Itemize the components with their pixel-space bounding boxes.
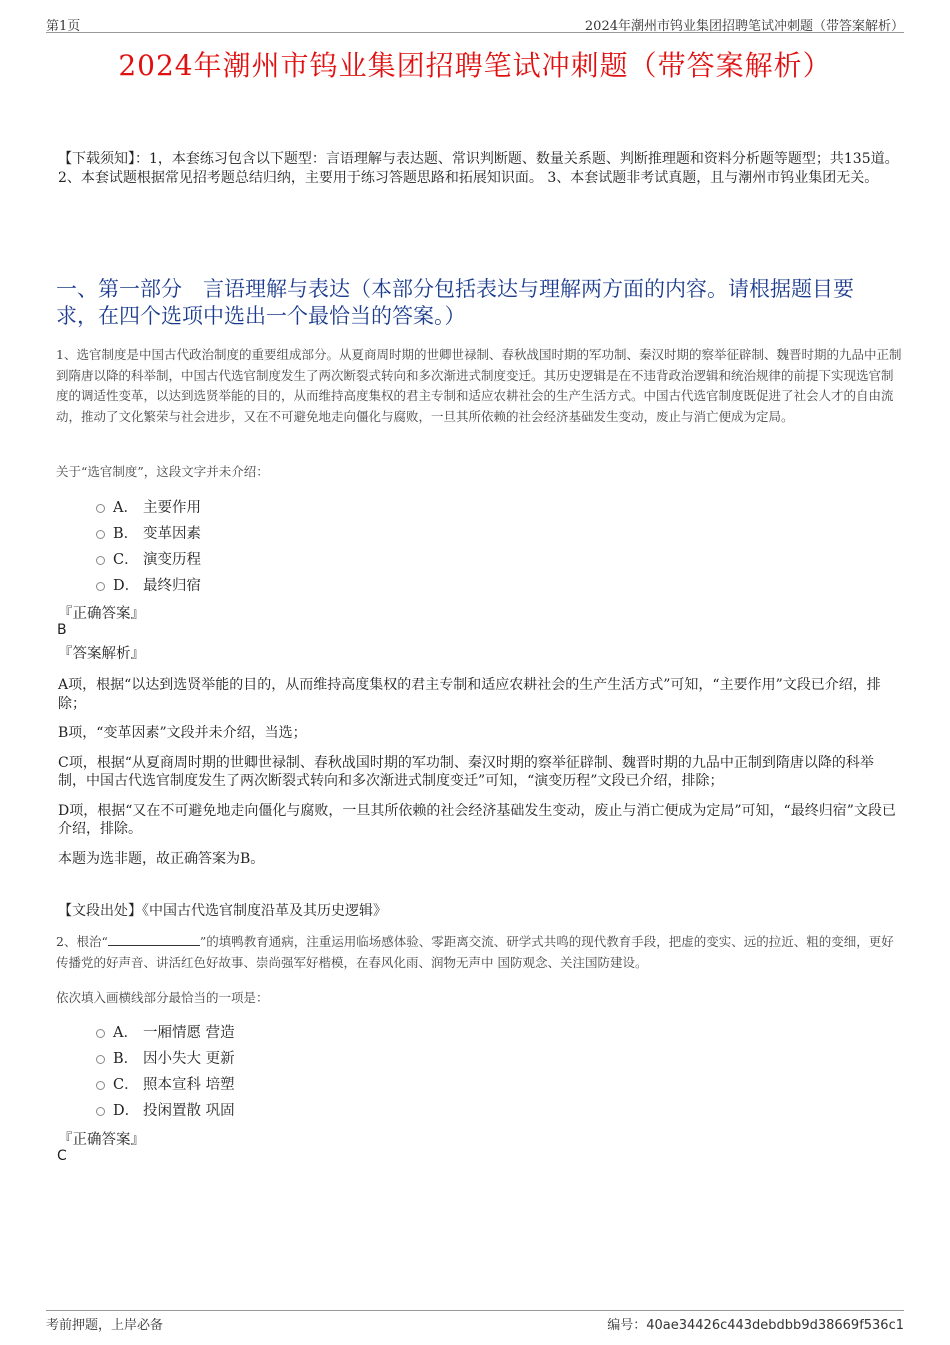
question-1-answer: B bbox=[57, 622, 67, 638]
radio-icon[interactable] bbox=[96, 504, 105, 513]
question-1-option-b[interactable]: B． 变革因素 bbox=[96, 519, 201, 545]
document-title: 2024年潮州市钨业集团招聘笔试冲刺题（带答案解析） bbox=[118, 49, 832, 82]
question-2-option-c[interactable]: C． 照本宣科 培塑 bbox=[96, 1070, 235, 1096]
radio-icon[interactable] bbox=[96, 582, 105, 591]
question-1-analysis-label: 『答案解析』 bbox=[58, 646, 145, 662]
analysis-paragraph-d: D项，根据“又在不可避免地走向僵化与腐败，一旦其所依赖的社会经济基础发生变动，废止与消亡便成为定局”可知，“最终归宿”文段已介绍，排除。 bbox=[58, 802, 896, 837]
question-2-answer: C bbox=[57, 1148, 67, 1164]
question-1-source: 【文段出处】《中国古代选官制度沿革及其历史逻辑》 bbox=[58, 903, 387, 919]
analysis-paragraph-b: B项，“变革因素”文段并未介绍，当选； bbox=[58, 725, 307, 741]
header-doc-title: 2024年潮州市钨业集团招聘笔试冲刺题（带答案解析） bbox=[584, 19, 904, 34]
footer-code: 编号：40ae34426c443debdbb9d38669f536c1 bbox=[607, 1318, 904, 1333]
question-1-option-c[interactable]: C． 演变历程 bbox=[96, 545, 201, 571]
page-footer bbox=[46, 1310, 904, 1333]
footer-slogan: 考前押题，上岸必备 bbox=[46, 1318, 164, 1333]
radio-icon[interactable] bbox=[96, 556, 105, 565]
question-2-text: 2、根治“ ”的填鸭教育通病，注重运用临场感体验、零距离交流、研学式共鸣的现代教育手段，把虚的变实、远的拉近、粗的变细，更好传播党的好声音、讲活红色好故事、崇尚强军好楷模，在春风化雨、润物无声中 国防观念、关注国防建设。 bbox=[56, 934, 894, 970]
question-1-option-d[interactable]: D． 最终归宿 bbox=[96, 571, 201, 597]
question-1-prompt: 关于“选官制度”，这段文字并未介绍： bbox=[56, 464, 269, 479]
question-2-option-b[interactable]: B． 因小失大 更新 bbox=[96, 1044, 235, 1070]
analysis-paragraph-a: A项，根据“以达到选贤举能的目的，从而维持高度集权的君主专制和适应农耕社会的生产生活方式”可知，“主要作用”文段已介绍，排除； bbox=[58, 677, 881, 712]
question-2-option-a[interactable]: A． 一厢情愿 营造 bbox=[96, 1018, 235, 1044]
radio-icon[interactable] bbox=[96, 1055, 105, 1064]
question-1-options bbox=[96, 493, 201, 597]
question-2-options bbox=[96, 1018, 235, 1122]
radio-icon[interactable] bbox=[96, 1081, 105, 1090]
fill-blank bbox=[108, 935, 200, 946]
section-heading: 一、第一部分 言语理解与表达（本部分包括表达与理解两方面的内容。请根据题目要求，在四个选项中选出一个最恰当的答案。） bbox=[56, 277, 854, 328]
question-1-option-a[interactable]: A． 主要作用 bbox=[96, 493, 201, 519]
analysis-paragraph-c: C项，根据“从夏商周时期的世卿世禄制、春秋战国时期的军功制、秦汉时期的察举征辟制、魏晋时期的九品中正制到隋唐以降的科举制，中国古代选官制度发生了两次断裂式转向和多次渐进式制度变迁”可知，“演变历程”文段已介绍，排除； bbox=[58, 754, 874, 789]
question-2-prompt: 依次填入画横线部分最恰当的一项是： bbox=[56, 990, 269, 1005]
question-1-analysis bbox=[58, 676, 900, 879]
page-header bbox=[46, 14, 904, 33]
page-number: 第1页 bbox=[46, 19, 81, 34]
radio-icon[interactable] bbox=[96, 1107, 105, 1116]
question-2-option-d[interactable]: D． 投闲置散 巩固 bbox=[96, 1096, 235, 1122]
radio-icon[interactable] bbox=[96, 1029, 105, 1038]
analysis-conclusion: 本题为选非题，故正确答案为B。 bbox=[58, 850, 265, 867]
question-1-text: 1、选官制度是中国古代政治制度的重要组成部分。从夏商周时期的世卿世禄制、春秋战国时期的军功制、秦汉时期的察举征辟制、魏晋时期的九品中正制到隋唐以降的科举制，中国古代选官制度发生了两次断裂式转向和多次渐进式制度变迁。其历史逻辑是在不违背政治逻辑和统治规律的前提下实现选官制度的调适性变革，以达到选贤举能的目的，从而维持高度集权的君主专制和适应农耕社会的生产生活方式。中国古代选官制度既促进了社会人才的自由流动，推动了文化繁荣与社会进步，又在不可避免地走向僵化与腐败，一旦其所依赖的社会经济基础发生变动，废止与消亡便成为定局。 bbox=[56, 347, 902, 424]
question-1-answer-label: 『正确答案』 bbox=[58, 606, 145, 622]
question-2-answer-label: 『正确答案』 bbox=[58, 1132, 145, 1148]
download-notice: 【下载须知】：1，本套练习包含以下题型：言语理解与表达题、常识判断题、数量关系题、判断推理题和资料分析题等题型；共135道。 2、本套试题根据常见招考题总结归纳，主要用于练习答题思路和拓展知识面。 3、本套试题非考试真题，且与潮州市钨业集团无关。 bbox=[58, 151, 899, 186]
radio-icon[interactable] bbox=[96, 530, 105, 539]
